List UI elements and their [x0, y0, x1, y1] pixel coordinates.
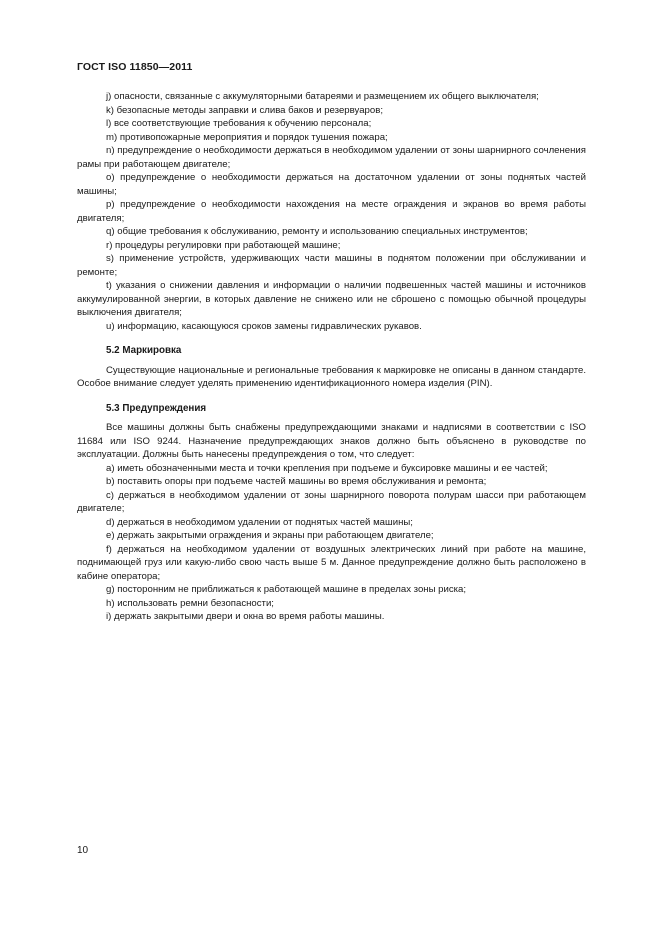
list-item: s) применение устройств, удерживающих части машины в поднятом положении при обслуживании и ремонте;	[77, 253, 586, 278]
warning-item: b) поставить опоры при подъеме частей машины во время обслуживания и ремонта;	[106, 476, 487, 487]
warning-item: c) держаться в необходимом удалении от зоны шарнирного поворота полурам шасси при работающем двигателе;	[77, 489, 586, 514]
page-content	[77, 90, 586, 624]
list-item: r) процедуры регулировки при работающей машине;	[106, 239, 341, 251]
warning-item: g) посторонним не приближаться к работающей машине в пределах зоны риска;	[106, 584, 467, 595]
warning-item: f) держаться на необходимом удалении от воздушных электрических линий при работе на машине, поднимающей груз или какую-либо свою часть выше 5 м. Данное предупреждение должно быть расположено в кабине оператора;	[77, 543, 586, 582]
list-item: u) информацию, касающуюся сроков замены гидравлических рукавов.	[106, 320, 422, 332]
list-item: t) указания о снижении давления и информации о наличии подвешенных частей машины и источников аккумулированной энергии, в которых давление не снижено или не сброшено с помощью обычной процедуры выключения двигателя;	[77, 280, 586, 318]
warning-item: h) использовать ремни безопасности;	[106, 597, 274, 609]
list-item: q) общие требования к обслуживанию, ремонту и использованию специальных инструментов;	[106, 226, 528, 237]
list-item: k) безопасные методы заправки и слива баков и резервуаров;	[106, 104, 383, 116]
section-heading-5-3: 5.3 Предупреждения	[106, 402, 207, 414]
list-item: n) предупреждение о необходимости держаться в необходимом удалении от зоны шарнирного сочленения рамы при работающем двигателе;	[77, 145, 586, 170]
list-item: о) предупреждение о необходимости держаться на достаточном удалении от зоны поднятых частей машины;	[77, 172, 586, 197]
warning-item: e) держать закрытыми ограждения и экраны при работающем двигателе;	[106, 530, 434, 541]
warning-item: a) иметь обозначенными места и точки крепления при подъеме и буксировке машины и ее частей;	[106, 462, 548, 474]
section-heading-5-2: 5.2 Маркировка	[106, 345, 182, 356]
list-item: p) предупреждение о необходимости нахождения на месте ограждения и экранов во время работы двигателя;	[77, 199, 586, 224]
section-5-2-paragraph: Существующие национальные и региональные требования к маркировке не описаны в данном стандарте. Особое внимание следует уделять применению идентификационного номера изделия (PIN).	[77, 364, 586, 389]
warning-item: d) держаться в необходимом удалении от поднятых частей машины;	[106, 516, 413, 528]
page-number: 10	[77, 845, 89, 856]
warning-item: i) держать закрытыми двери и окна во время работы машины.	[106, 611, 385, 622]
list-item: j) опасности, связанные с аккумуляторными батареями и размещением их общего выключателя;	[106, 91, 539, 102]
list-item: l) все соответствующие требования к обучению персонала;	[106, 118, 372, 129]
section-5-3-intro: Все машины должны быть снабжены предупреждающими знаками и надписями в соответствии с ISO 11684 или ISO 9244. Назначение предупреждающих знаков должно быть объяснено в руководстве по эксплуатации. Должны быть нанесены предупреждения о том, что следует:	[77, 422, 586, 460]
list-item: m) противопожарные мероприятия и порядок тушения пожара;	[106, 131, 388, 143]
document-code-header: ГОСТ ISO 11850—2011	[77, 61, 193, 73]
